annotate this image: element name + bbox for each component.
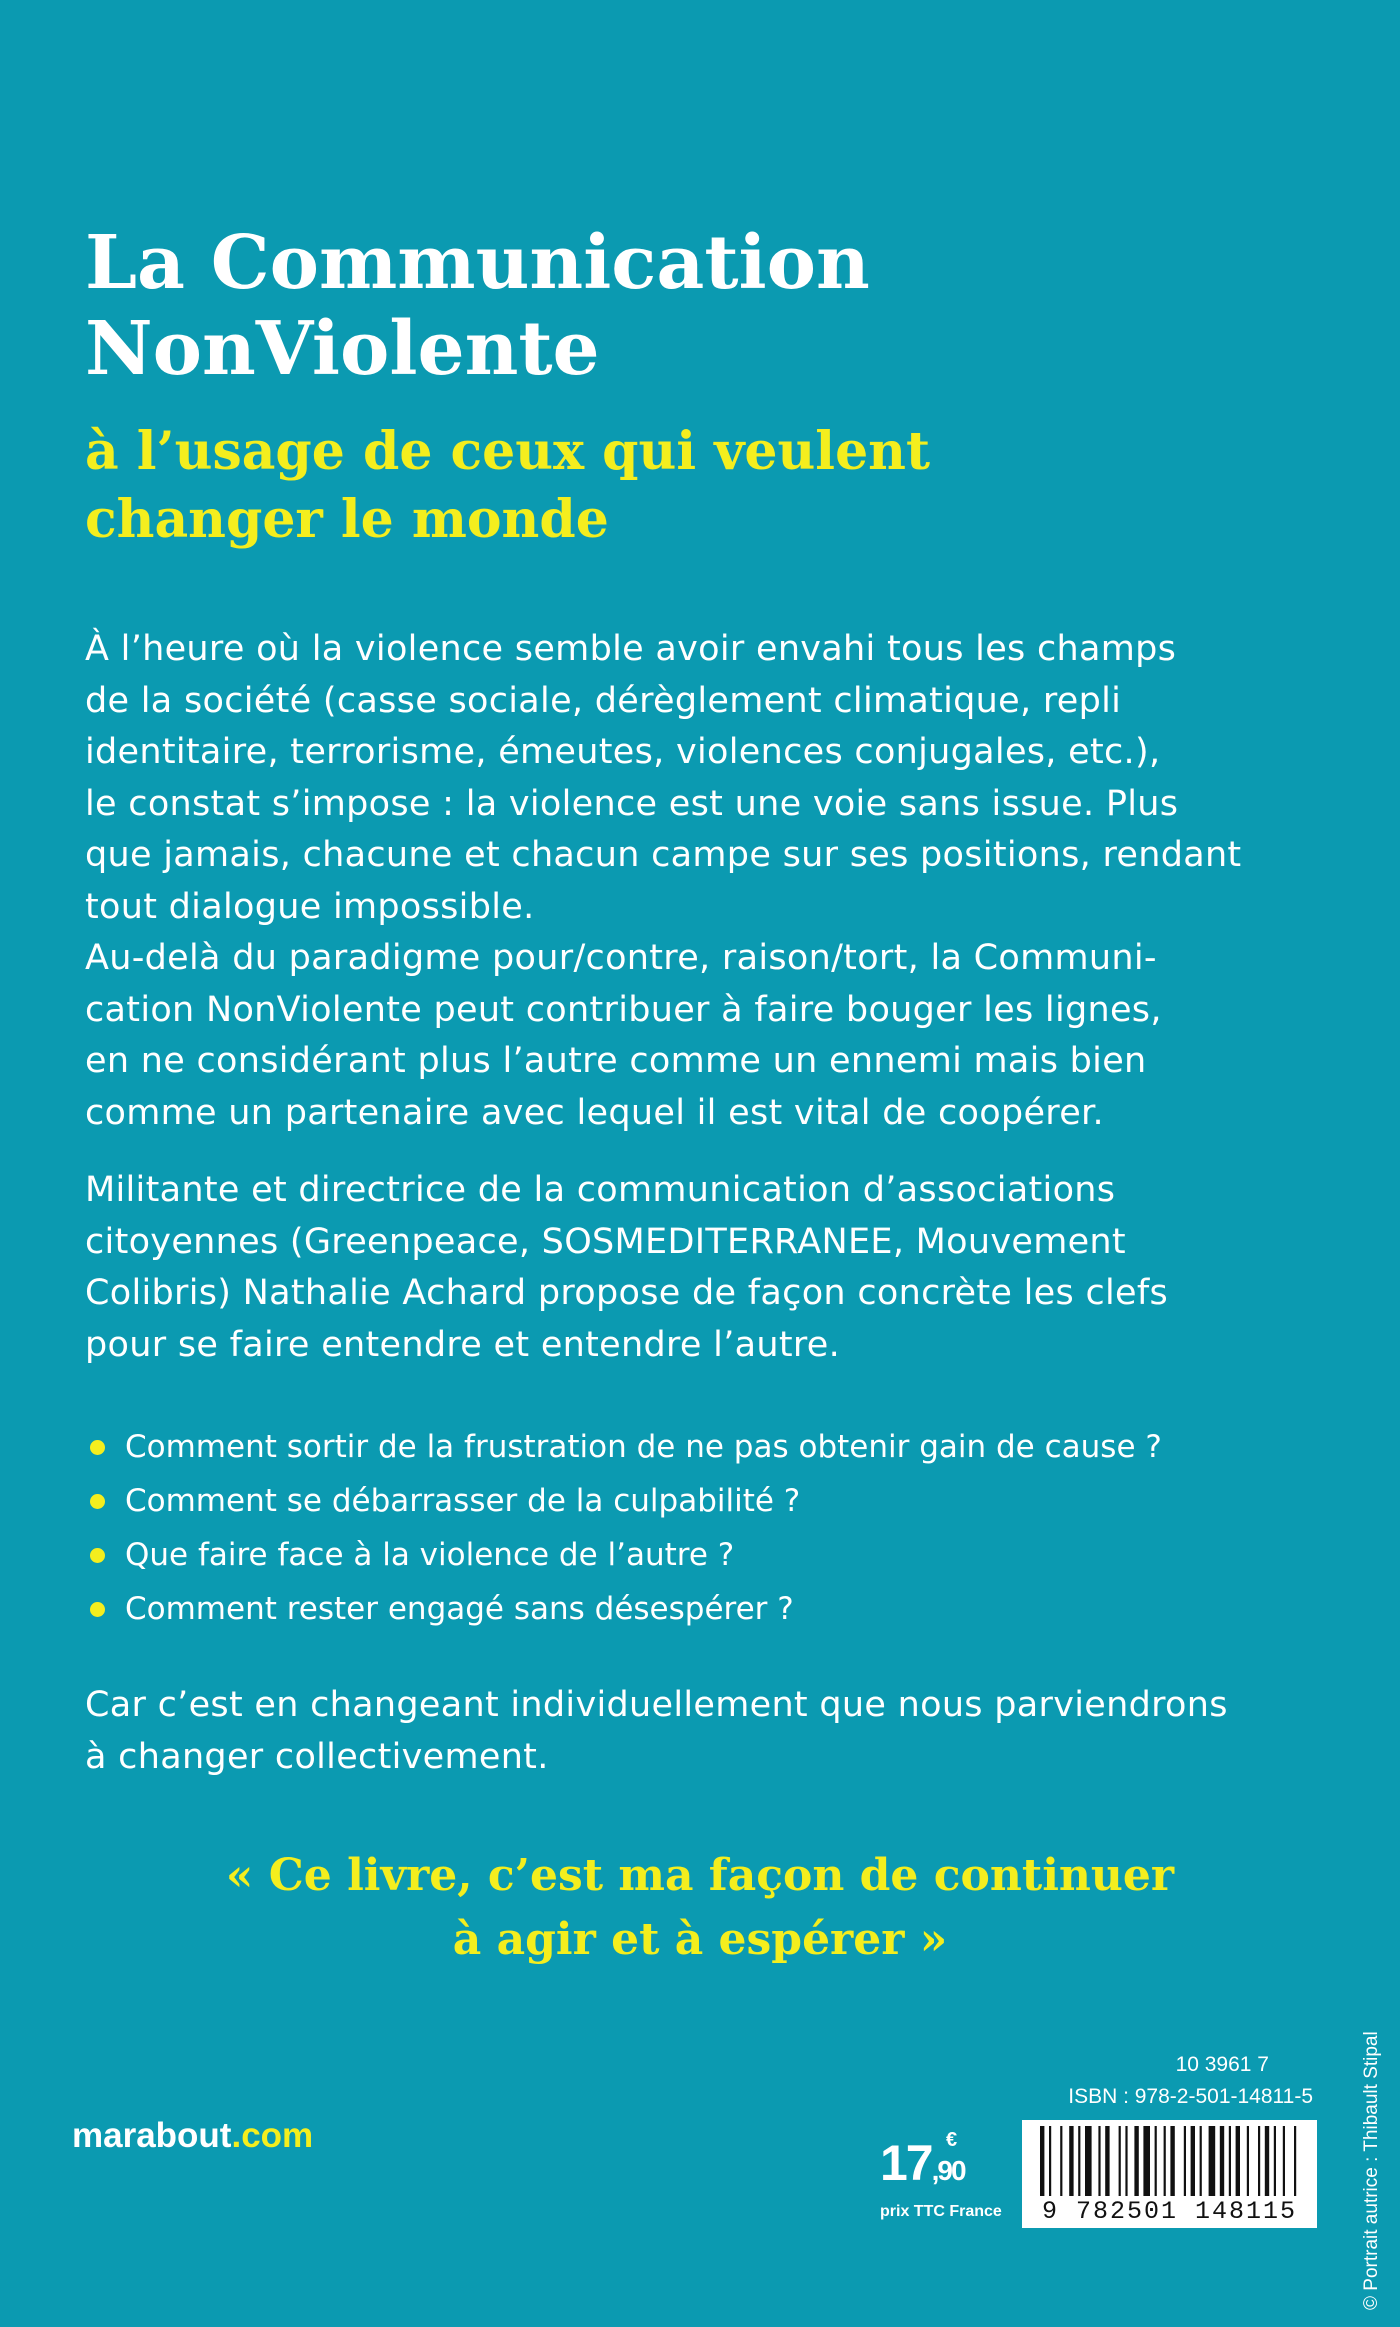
title-line-1: La Communication [85, 220, 870, 306]
quote-line-2: à agir et à espérer » [452, 1914, 948, 1965]
barcode-bar [1258, 2126, 1260, 2196]
text-line: Au-delà du paradigme pour/contre, raison/tort, la Communi- [85, 938, 1157, 978]
barcode [1022, 2120, 1317, 2228]
barcode-bar [1184, 2126, 1186, 2196]
question-list [85, 1420, 1285, 1636]
title-line-2: NonViolente [85, 306, 600, 392]
author-paragraph [85, 1165, 1245, 1371]
text-line: Colibris) Nathalie Achard propose de façon concrète les clefs [85, 1273, 1169, 1313]
barcode-bar [1247, 2126, 1249, 2196]
text-line: de la société (casse sociale, dérèglement climatique, repli [85, 680, 1122, 721]
text-line: tout dialogue impossible. [85, 886, 535, 927]
barcode-bar [1134, 2126, 1138, 2196]
photo-credit: © Portrait autrice : Thibault Stipal [1361, 2031, 1382, 2310]
isbn-label: ISBN : 978-2-501-14811-5 [1068, 2085, 1313, 2108]
barcode-bar [1040, 2126, 1044, 2196]
price-note: prix TTC France [880, 2203, 1002, 2220]
bullet-dot-icon [90, 1494, 105, 1509]
reference-code: 10 3961 7 [1175, 2053, 1269, 2076]
text-line: identitaire, terrorisme, émeutes, violences conjugales, etc.), [85, 732, 1161, 772]
barcode-bar [1274, 2126, 1276, 2196]
list-item [85, 1474, 1285, 1528]
bullet-dot-icon [90, 1548, 105, 1563]
text-line: en ne considérant plus l’autre comme un ennemi mais bien [85, 1041, 1147, 1081]
list-item-text: Comment se débarrasser de la culpabilité ? [125, 1483, 801, 1519]
text-line: comme un partenaire avec lequel il est vital de coopérer. [85, 1092, 1104, 1133]
price-amount [880, 2135, 985, 2199]
text-line: citoyennes (Greenpeace, SOSMEDITERRANEE, Mouvement [85, 1221, 1126, 1262]
publisher-name: marabout [72, 2116, 232, 2155]
price-cents: ,90 [931, 2155, 965, 2186]
closing-paragraph [85, 1680, 1245, 1783]
barcode-bar [1236, 2126, 1240, 2196]
barcode-bar [1060, 2126, 1062, 2196]
barcode-bar [1125, 2126, 1127, 2196]
text-line: le constat s’impose : la violence est une voie sans issue. Plus [85, 783, 1179, 824]
publisher-domain: .com [231, 2116, 314, 2155]
barcode-bar [1283, 2126, 1285, 2196]
barcode-bar [1105, 2126, 1109, 2196]
text-line: à changer collectivement. [85, 1736, 549, 1777]
barcode-bar [1049, 2126, 1051, 2196]
barcode-bar [1265, 2126, 1269, 2196]
list-item-text: Comment sortir de la frustration de ne pas obtenir gain de cause ? [125, 1429, 1162, 1465]
barcode-bar [1191, 2126, 1195, 2196]
barcode-digits: 9 782501 148115 [1041, 2197, 1298, 2226]
barcode-bar [1143, 2126, 1150, 2196]
book-title [85, 220, 1285, 392]
text-line: pour se faire entendre et entendre l’autre. [85, 1324, 841, 1365]
barcode-bar [1078, 2126, 1080, 2196]
barcode-bar [1209, 2126, 1216, 2196]
barcode-bar [1170, 2126, 1174, 2196]
price-euros: 17 [880, 2135, 932, 2191]
list-item [85, 1582, 1285, 1636]
price-tag [880, 2129, 1002, 2221]
subtitle-line-1: à l’usage de ceux qui veulent [85, 421, 930, 482]
barcode-bar [1229, 2126, 1231, 2196]
barcode-bar [1220, 2126, 1224, 2196]
text-line: Militante et directrice de la communication d’associations [85, 1170, 1116, 1210]
barcode-bar [1069, 2126, 1073, 2196]
book-subtitle [85, 418, 1285, 554]
price-currency: € [946, 2129, 958, 2151]
barcode-bars-icon [1040, 2126, 1300, 2196]
author-quote [0, 1844, 1400, 1972]
text-line: cation NonViolente peut contribuer à faire bouger les lignes, [85, 989, 1162, 1030]
barcode-bar [1200, 2126, 1202, 2196]
bullet-dot-icon [90, 1440, 105, 1455]
barcode-bar [1164, 2126, 1166, 2196]
barcode-bar [1085, 2126, 1092, 2196]
list-item-text: Que faire face à la violence de l’autre ? [125, 1537, 735, 1573]
list-item-text: Comment rester engagé sans désespérer ? [125, 1591, 794, 1627]
subtitle-line-2: changer le monde [85, 489, 609, 550]
publisher-logo [72, 2116, 313, 2156]
intro-paragraph [85, 624, 1245, 1139]
bullet-dot-icon [90, 1602, 105, 1617]
quote-line-1: « Ce livre, c’est ma façon de continuer [225, 1850, 1175, 1901]
list-item [85, 1528, 1285, 1582]
text-line: Car c’est en changeant individuellement que nous parviendrons [85, 1685, 1228, 1725]
barcode-bar [1098, 2126, 1100, 2196]
text-line: À l’heure où la violence semble avoir envahi tous les champs [85, 629, 1177, 669]
barcode-bar [1155, 2126, 1157, 2196]
text-line: que jamais, chacune et chacun campe sur ses positions, rendant [85, 835, 1242, 875]
barcode-bar [1294, 2126, 1296, 2196]
list-item [85, 1420, 1285, 1474]
barcode-bar [1119, 2126, 1121, 2196]
